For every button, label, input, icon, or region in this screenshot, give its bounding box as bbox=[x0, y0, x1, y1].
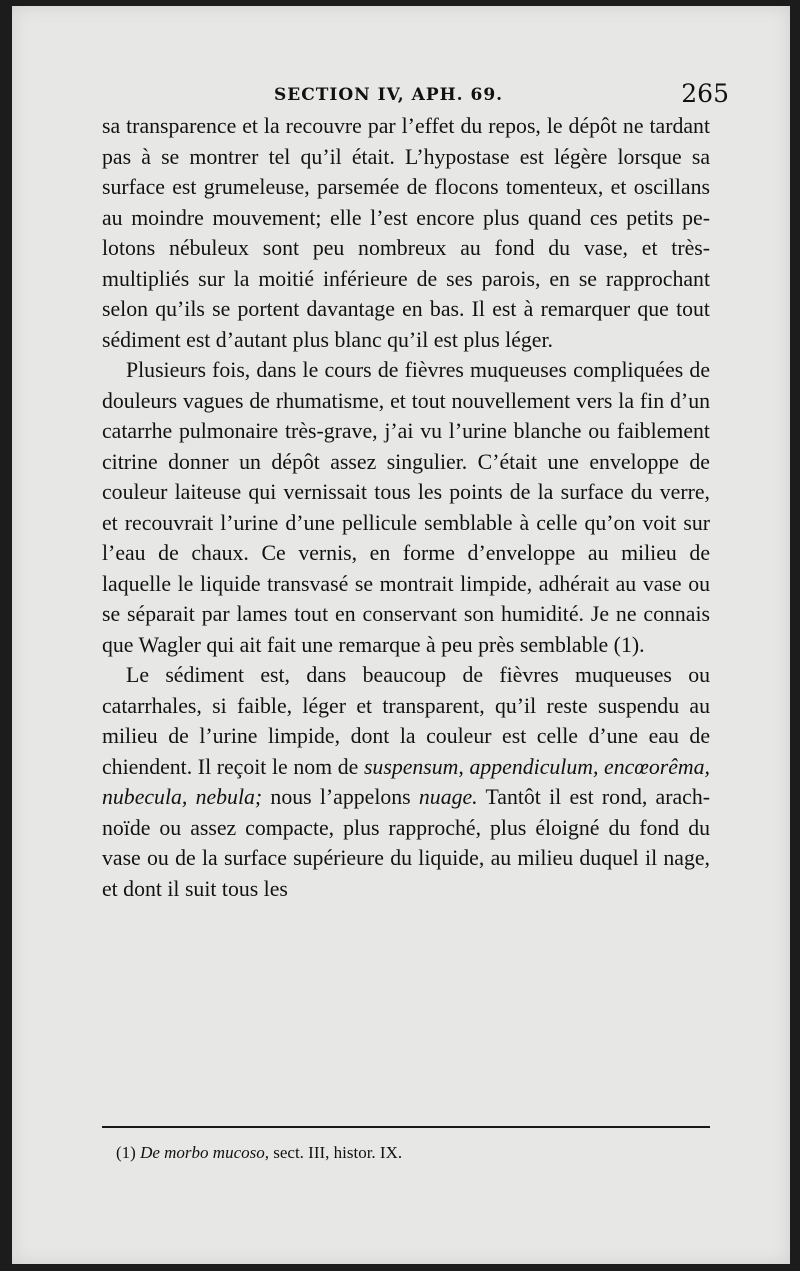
paragraph-1: sa transparence et la recouvre par l’effet du repos, le dépôt ne tardant pas à se montrer tel qu’il était. L’hypostase est légère lorsque sa surface est grumeleuse, parsemée de flocons tomenteux, et oscillans au moindre mouvement; elle l’est encore plus quand ces petits pelotons nébuleux sont peu nombreux au fond du vase, et très-multipliés sur la moitié inférieure de ses parois, en se rapprochant selon qu’ils se portent davantage en bas. Il est à remarquer que tout sédiment est d’autant plus blanc qu’il est plus léger. bbox=[102, 114, 710, 352]
page-header bbox=[274, 79, 729, 115]
footnote-title: De morbo mucoso, bbox=[140, 1143, 269, 1162]
footnote bbox=[116, 1143, 402, 1163]
footnote-reference: sect. III, histor. IX. bbox=[268, 1143, 403, 1162]
paragraph-2: Plusieurs fois, dans le cours de fièvres muqueuses compliquées de douleurs vagues de rhumatisme, et tout nouvellement vers la fin d’un catarrhe pulmonaire très-grave, j’ai vu l’urine blanche ou faiblement citrine donner un dépôt assez singulier. C’était une enveloppe de couleur laiteuse qui vernissait tous les points de la surface du verre, et recouvrait l’urine d’une pellicule semblable à celle qu’on voit sur l’eau de chaux. Ce vernis, en forme d’enveloppe au milieu de laquelle le liquide transvasé se montrait limpide, adhérait au vase ou se séparait par lames tout en conservant son humidité. Je ne connais que Wagler qui ait fait une remarque à peu près semblable (1). bbox=[102, 358, 710, 657]
paragraph-3-text-a: Le sédiment est, dans beaucoup de fièvres muqueuses ou catarrhales, si faible, léger et transparent, qu’il reste suspendu au milieu de l’urine limpide, dont la couleur est celle d’une eau de chiendent. Il reçoit le nom de bbox=[102, 663, 710, 779]
running-head: SECTION IV, APH. 69. bbox=[274, 85, 504, 105]
paragraph-3-text-c: Tantôt il est rond, arachnoïde ou assez compacte, plus rapproché, plus éloigné du fond du vase ou de la surface supérieure du liquide, au milieu duquel il nage, et dont il suit tous les bbox=[102, 785, 711, 901]
paragraph-3-latin-terms: suspensum, appendiculum, encœorêma, nubecula, nebula; bbox=[102, 754, 710, 809]
paragraph-3 bbox=[102, 660, 710, 904]
footnote-rule bbox=[102, 1126, 710, 1128]
footnote-marker: (1) bbox=[116, 1143, 136, 1162]
page-number: 265 bbox=[681, 79, 729, 108]
paragraph-3-text-b: nous l’appelons bbox=[262, 785, 419, 809]
body-text bbox=[102, 111, 710, 904]
paragraph-3-term-nuage: nuage. bbox=[418, 785, 478, 809]
